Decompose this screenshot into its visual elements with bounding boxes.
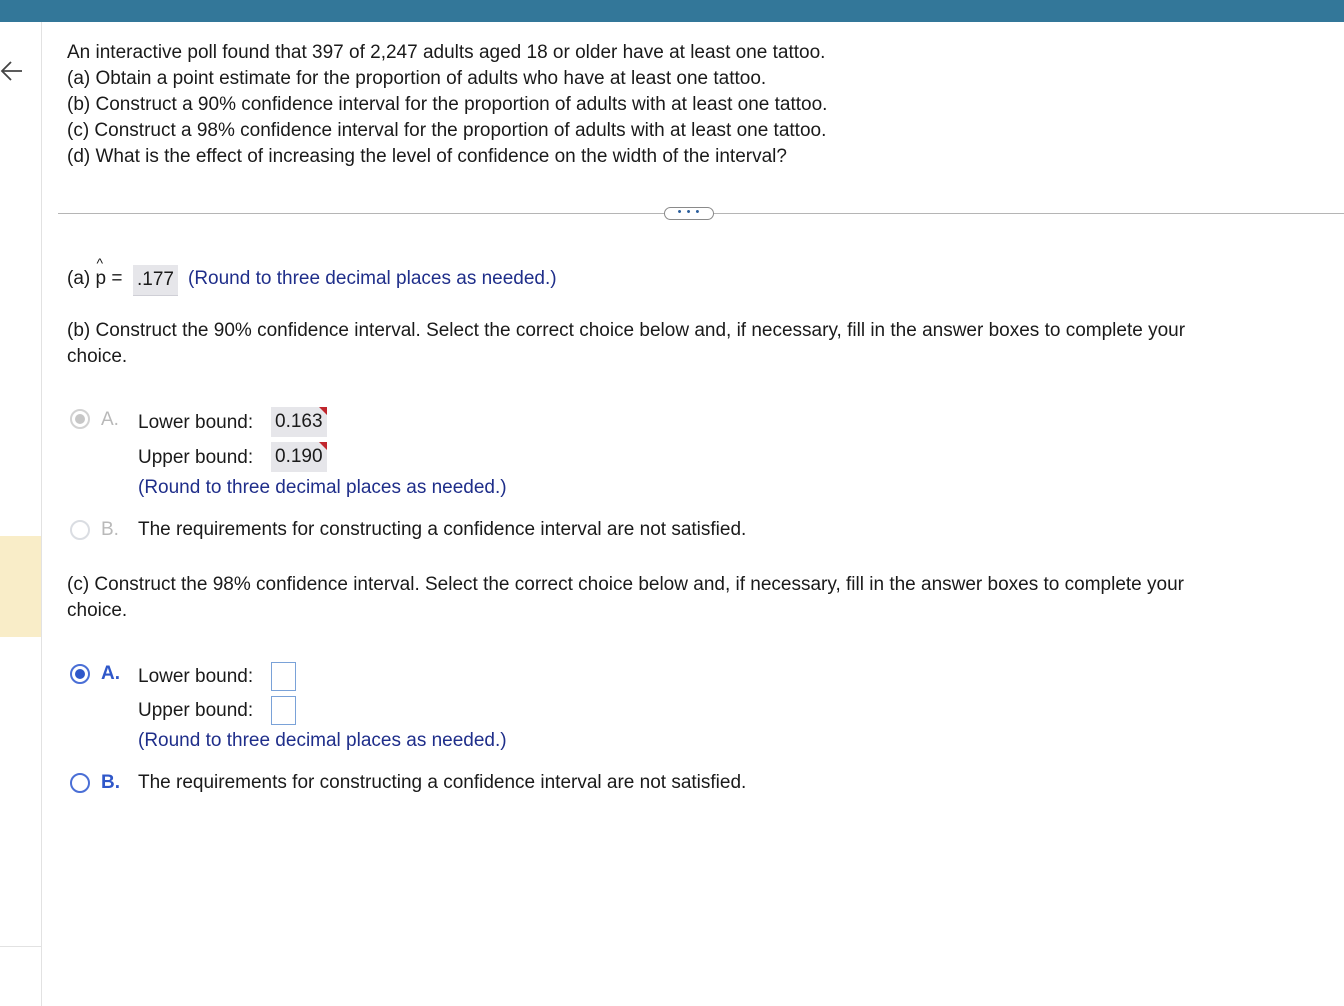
part-b-hint: (Round to three decimal places as needed.) xyxy=(138,477,507,498)
incorrect-flag-icon xyxy=(319,407,327,415)
part-b-upper-label: Upper bound: xyxy=(138,447,254,468)
part-b-option-b-radio[interactable] xyxy=(70,520,90,540)
rail-divider xyxy=(0,946,41,947)
part-b-option-a-letter: A. xyxy=(101,409,119,430)
part-b-lower-label: Lower bound: xyxy=(138,412,254,433)
part-b-option-b-text: The requirements for constructing a confidence interval are not satisfied. xyxy=(138,519,747,540)
p-hat-symbol: ^ p xyxy=(95,255,107,289)
part-a-answer[interactable]: .177 xyxy=(133,265,178,296)
expand-more-button[interactable]: • • • xyxy=(664,207,714,220)
left-rail xyxy=(0,22,42,1006)
part-c-lower-label: Lower bound: xyxy=(138,666,254,687)
part-b-upper-answer[interactable]: 0.190 xyxy=(271,442,327,472)
problem-statement xyxy=(67,40,827,170)
part-c-option-a-radio[interactable] xyxy=(70,664,90,684)
part-b-prompt-cont: choice. xyxy=(67,346,128,367)
part-c-upper-input[interactable] xyxy=(271,696,296,725)
problem-line: (d) What is the effect of increasing the level of confidence on the width of the interval? xyxy=(67,146,787,167)
part-a-hint: (Round to three decimal places as needed.) xyxy=(188,268,557,289)
part-c-prompt: (c) Construct the 98% confidence interval. Select the correct choice below and, if necessary, fill in the answer boxes to complete your xyxy=(67,574,1184,595)
part-b-option-b-letter: B. xyxy=(101,519,119,540)
part-c-option-b-text: The requirements for constructing a confidence interval are not satisfied. xyxy=(138,772,747,793)
part-c-option-a-letter: A. xyxy=(101,663,120,684)
rail-highlight xyxy=(0,536,41,637)
incorrect-flag-icon xyxy=(319,442,327,450)
part-c-option-b-letter: B. xyxy=(101,772,120,793)
part-c-lower-input[interactable] xyxy=(271,662,296,691)
top-bar xyxy=(0,0,1344,22)
part-c-prompt-cont: choice. xyxy=(67,600,128,621)
problem-line: (b) Construct a 90% confidence interval for the proportion of adults with at least one tattoo. xyxy=(67,94,828,115)
back-arrow-icon[interactable] xyxy=(0,58,26,84)
problem-line: (a) Obtain a point estimate for the proportion of adults who have at least one tattoo. xyxy=(67,68,767,89)
part-b-prompt: (b) Construct the 90% confidence interval. Select the correct choice below and, if necessary, fill in the answer boxes to complete your xyxy=(67,320,1186,341)
problem-line: (c) Construct a 98% confidence interval for the proportion of adults with at least one tattoo. xyxy=(67,120,827,141)
problem-line: An interactive poll found that 397 of 2,247 adults aged 18 or older have at least one tattoo. xyxy=(67,42,826,63)
part-b-lower-answer[interactable]: 0.163 xyxy=(271,407,327,437)
part-c-hint: (Round to three decimal places as needed.) xyxy=(138,730,507,751)
part-a-label: (a) ^ p = xyxy=(67,255,123,289)
part-c-upper-label: Upper bound: xyxy=(138,700,254,721)
part-c-option-b-radio[interactable] xyxy=(70,773,90,793)
part-b-option-a-radio[interactable] xyxy=(70,409,90,429)
